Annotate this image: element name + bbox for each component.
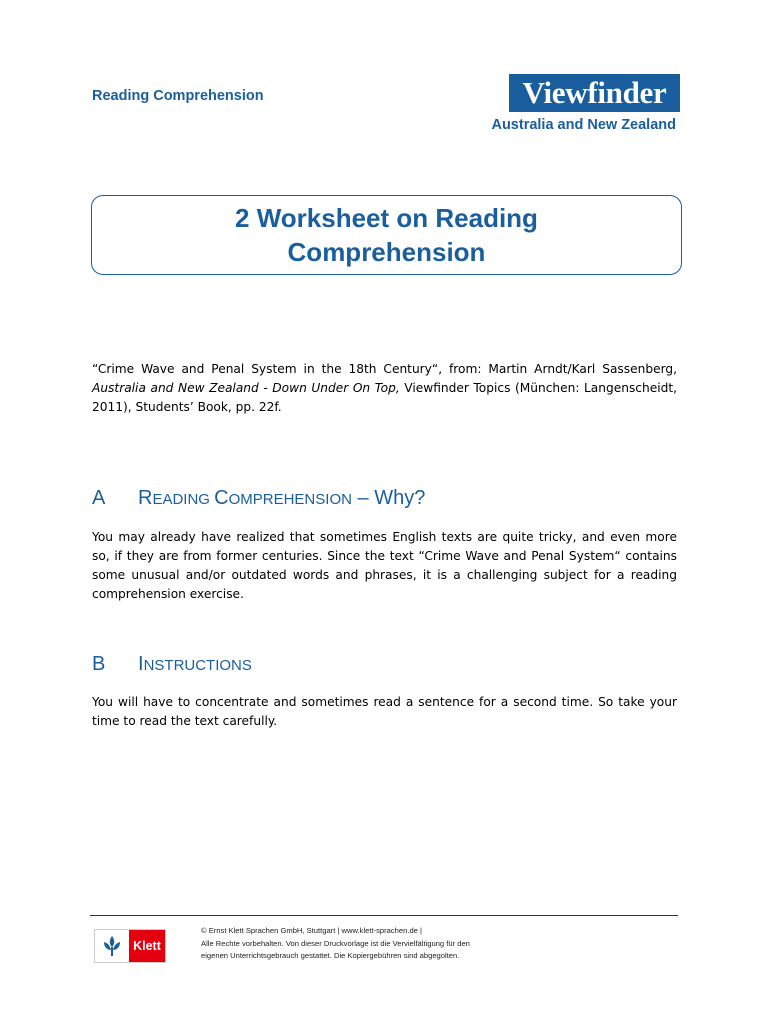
page-title-line1: 2 Worksheet on Reading xyxy=(235,203,538,233)
section-a-body: You may already have realized that sometimes English texts are quite tricky, and even more so, if they are from former centuries. Since the text “Crime Wave and Penal System“ contains some unusual and/or outdated words and phrases, it is a challenging subject for a reading comprehension exercise. xyxy=(92,530,677,601)
klett-logo-text: Klett xyxy=(129,930,165,962)
section-a-heading-rest1: EADING xyxy=(152,491,215,508)
section-a-heading-rest2: OMPREHENSION xyxy=(228,491,352,508)
source-citation xyxy=(92,360,677,417)
source-text-part1: “Crime Wave and Penal System in the 18th Century“, from: Martin Arndt/Karl Sassenberg, xyxy=(92,362,677,376)
section-b-letter: B xyxy=(92,653,106,675)
footer-rights-line1: Alle Rechte vorbehalten. Von dieser Druckvorlage ist die Vervielfältigung für den xyxy=(201,938,470,948)
klett-flower-icon xyxy=(95,930,129,962)
klett-logo xyxy=(94,929,166,963)
title-box xyxy=(91,195,682,275)
logo-subtitle: Australia and New Zealand xyxy=(491,117,676,133)
section-a-letter: A xyxy=(92,487,106,509)
page-title-line2: Comprehension xyxy=(287,237,486,267)
source-text-part2: Viewfinder Topics (München: Langenscheidt, 2011), Students’ Book, pp. 22f. xyxy=(92,381,678,414)
page-title xyxy=(207,201,567,269)
footer-divider xyxy=(90,915,678,916)
section-b-heading xyxy=(92,653,252,676)
section-b-heading-rest1: NSTRUCTIONS xyxy=(143,657,252,674)
footer-copyright: © Ernst Klett Sprachen GmbH, Stuttgart | www.klett-sprachen.de | xyxy=(201,926,422,935)
section-a-heading-cap1: R xyxy=(138,487,153,509)
footer-text xyxy=(201,925,561,963)
section-b-heading-cap1: I xyxy=(138,653,144,675)
footer-rights-line2: eigenen Unterrichtsgebrauch gestattet. Die Kopiergebühren sind abgegolten. xyxy=(201,951,460,960)
section-a-heading xyxy=(92,487,425,510)
section-b-body: You will have to concentrate and sometimes read a sentence for a second time. So take your time to read the text carefully. xyxy=(92,695,677,728)
source-book-title: Australia and New Zealand - Down Under On Top, xyxy=(92,381,400,395)
viewfinder-logo: Viewfinder xyxy=(509,74,680,112)
section-a-heading-tail: – Why? xyxy=(351,487,426,509)
header-section-label: Reading Comprehension xyxy=(92,88,264,104)
section-a-heading-cap2: C xyxy=(214,487,229,509)
